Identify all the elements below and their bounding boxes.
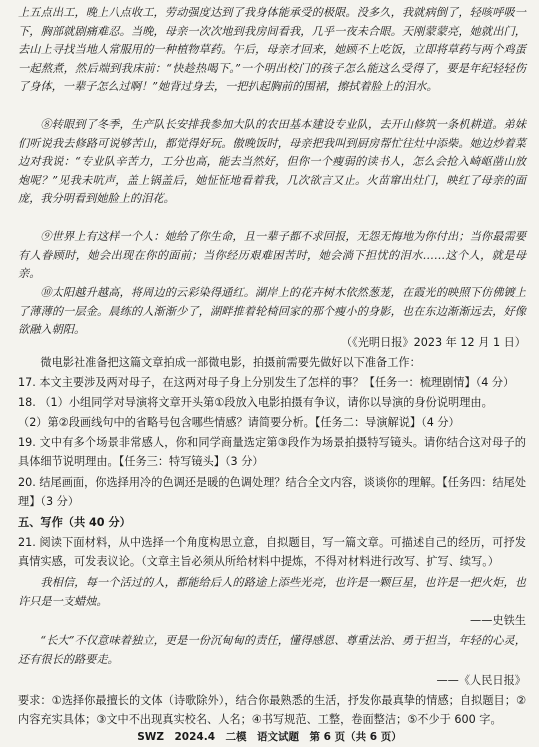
page-footer: SWZ 2024.4 二模 语文试题 第 6 页（共 6 页） [137,731,402,743]
question-19: 19. 文中有多个场景非常感人，你和同学商量选定第③段作为场景拍摄特写镜头。请你结合这对母子的具体细节说明理由。【任务三：特写镜头】（3 分） [18,436,526,468]
question-18-part2: （2）第②段画线句中的省略号包含哪些情感？请简要分析。【任务二：导演解说】（4 分） [18,416,460,429]
story-paragraph-10: ⑩太阳越升越高，将周边的云彩染得通红。湖岸上的花卉树木依然葱茏，在霞光的映照下仿佛镀上了薄薄的一层金。晨练的人渐渐少了，湖畔推着轮椅回家的那个瘦小的身影，也在东边渐渐远去，好像欲融入朝阳。 [18,286,526,337]
question-21: 21. 阅读下面材料，从中选择一个角度构思立意，自拟题目，写一篇文章。可描述自己的经历，可抒发真情实感，可发表议论。（文章主旨必须从所给材料中提炼，不得对材料进行改写、扩写、续写。） [18,536,526,568]
story-paragraph-9: ⑨世界上有这样一个人：她给了你生命，且一辈子都不求回报，无怨无悔地为你付出；当你最需要有人眷顾时，她会出现在你的面前；当你经历艰难困苦时，她会淌下担忧的泪水……这个人，就是母亲。 [18,230,526,281]
quote-2-author: ——《人民日报》 [436,674,526,687]
story-paragraph-intro: 上五点出工，晚上八点收工，劳动强度达到了我身体能承受的极限。没多久，我就病倒了，轻咳呼吸一下，胸部就剧痛难忍。当晚，母亲一次次地到我房间看我，几乎一夜未合眼。天刚蒙蒙亮，她就出门，去山上寻找当地人常服用的一种植物草药。午后，母亲才回来，她顾不上吃饭，立即将草药与两个鸡蛋一起熬煮，然后端到我床前：“快趁热喝下。”一个明出校门的孩子怎么能这么受得了，要是年纪轻轻伤了身体，一辈子怎么过啊！”她背过身去，一把扒起胸前的围裙，擦拭着脸上的泪水。 [18,6,526,94]
question-18-part1: 18. （1）小组同学对导演将文章开头第①段放入电影拍摄有争议，请你以导演的身份说明理由。 [18,396,493,409]
material-quote-1: 我相信，每一个活过的人，都能给后人的路途上添些光亮，也许是一颗巨星，也许是一把火炬，也许只是一支蜡烛。 [18,576,526,608]
question-20: 20. 结尾画面，你选择用冷的色调还是暖的色调处理？结合全文内容，谈谈你的理解。【任务四：结尾处理】（3 分） [18,476,527,508]
questions-intro: 微电影社准备把这篇文章拍成一部微电影，拍摄前需要先做好以下准备工作： [40,356,421,369]
question-17: 17. 本文主要涉及两对母子，在这两对母子身上分别发生了怎样的事？【任务一：梳理剧情】（4 分） [18,376,515,389]
material-quote-2: “长大”不仅意味着独立，更是一份沉甸甸的责任，懂得感恩、尊重法治、勇于担当，年轻的心灵，还有很长的路要走。 [18,634,526,666]
writing-requirements: 要求：①选择你最擅长的文体（诗歌除外），结合你最熟悉的生活，抒发你最真挚的情感；自拟题目；②内容充实具体；③文中不出现真实校名、人名；④书写规范、工整，卷面整洁；⑤不少于 600 字。 [18,694,526,726]
story-paragraph-8: ⑧转眼到了冬季，生产队长安排我参加大队的农田基本建设专业队，去开山修筑一条机耕道。弟妹们听说我去修路可说够苦山，都觉得好玩。傲晚饭时，母亲把我叫到厨房帮忙往灶中添柴。她边炒着菜边对我说：“专业队辛苦力，工分也高，能去当然好，但你一个瘦弱的读书人，怎么会抢入崎岖凿山放炮呢？”见我未吭声，盖上锅盖后，她怔怔地看着我，几次欲言又止。火苗窜出灶门，映红了母亲的面庞，我分明看到她脸上的泪花。 [18,118,526,206]
writing-heading: 五、写作（共 40 分） [18,516,131,529]
quote-1-author: ——史铁生 [470,614,526,627]
story-source: （《光明日报》2023 年 12 月 1 日） [340,336,526,349]
